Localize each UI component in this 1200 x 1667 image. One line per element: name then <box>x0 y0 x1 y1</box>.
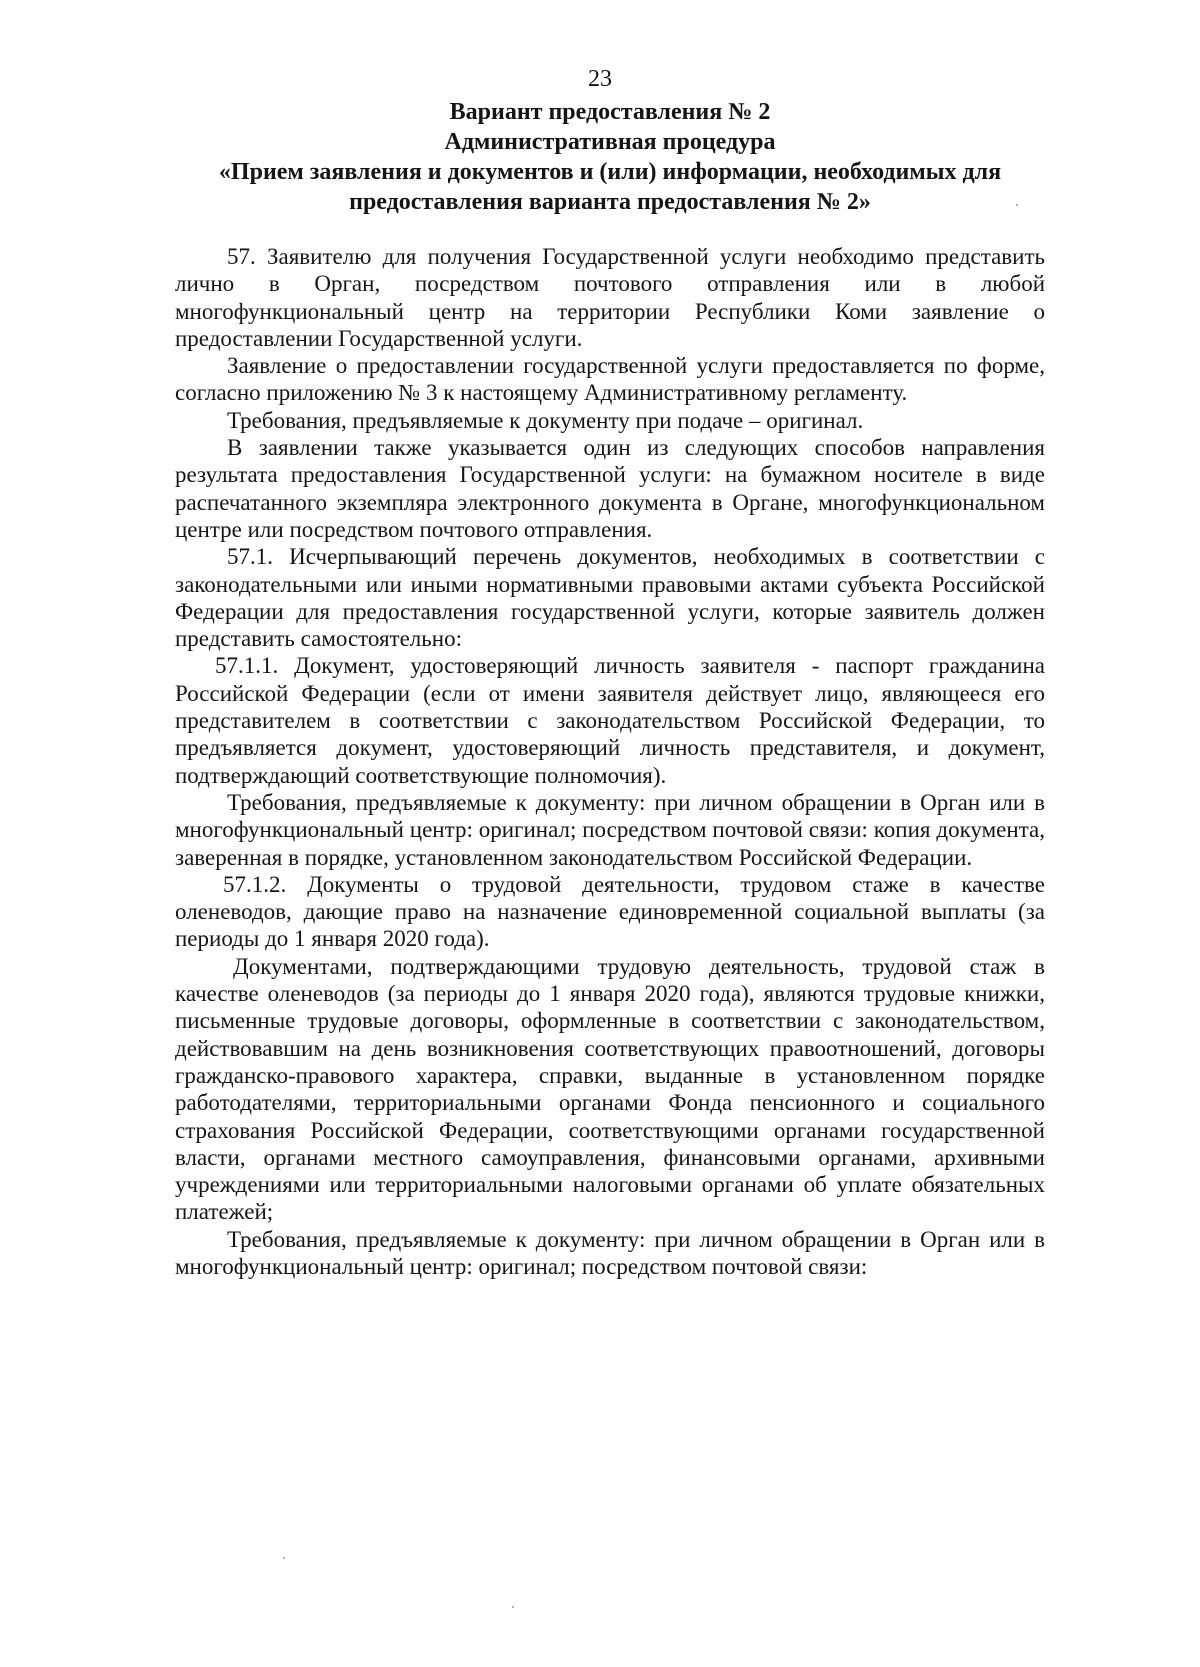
document-body <box>175 243 1045 1280</box>
heading-procedure-name-line-2: предоставления варианта предоставления № 2» <box>349 189 871 215</box>
heading-procedure-title: Административная процедура <box>444 129 776 155</box>
paragraph-identity-document-requirements: Требования, предъявляемые к документу: при личном обращении в Орган или в многофункциональный центр: оригинал; посредством почтовой связи: копия документа, заверенная в порядке, установленном законодательством Российской Федерации. <box>175 789 1045 870</box>
paragraph-57-1: 57.1. Исчерпывающий перечень документов, необходимых в соответствии с законодательными или иными нормативными правовыми актами субъекта Российской Федерации для предоставления государственной услуги, которые заявитель должен представить самостоятельно: <box>175 544 1045 652</box>
page-number: 23 <box>588 66 612 92</box>
heading-procedure-name-line-1: «Прием заявления и документов и (или) информации, необходимых для <box>218 159 1002 185</box>
scan-speck <box>1016 204 1018 206</box>
scan-speck <box>283 1557 285 1559</box>
paragraph-57-1-2: 57.1.2. Документы о трудовой деятельности, трудовом стаже в качестве оленеводов, дающие право на назначение единовременной социальной выплаты (за периоды до 1 января 2020 года). <box>175 871 1045 952</box>
heading-variant-title: Вариант предоставления № 2 <box>449 99 771 125</box>
scan-speck <box>512 1606 514 1608</box>
section-heading <box>175 97 1045 217</box>
paragraph-57-1-1: 57.1.1. Документ, удостоверяющий личность заявителя - паспорт гражданина Российской Федерации (если от имени заявителя действует лицо, являющееся его представителем в соответствии с законодательством Российской Федерации, то предъявляется документ, удостоверяющий личность представителя, и документ, подтверждающий соответствующие полномочия). <box>175 653 1045 788</box>
paragraph-labor-document-requirements: Требования, предъявляемые к документу: при личном обращении в Орган или в многофункциональный центр: оригинал; посредством почтовой связи: <box>175 1226 1045 1279</box>
paragraph-submission-requirements: Требования, предъявляемые к документу при подаче – оригинал. <box>227 407 864 433</box>
paragraph-57: 57. Заявителю для получения Государственной услуги необходимо представить лично в Орган, посредством почтового отправления или в любой многофункциональный центр на территории Республики Коми заявление о предоставлении Государственной услуги. <box>175 244 1045 351</box>
paragraph-application-form: Заявление о предоставлении государственной услуги предоставляется по форме, согласно приложению № 3 к настоящему Административному регламенту. <box>175 353 1045 406</box>
paragraph-labor-documents: Документами, подтверждающими трудовую деятельность, трудовой стаж в качестве оленеводов (за периоды до 1 января 2020 года), являются трудовые книжки, письменные трудовые договоры, оформленные в соответствии с законодательством, действовавшим на день возникновения соответствующих правоотношений, договоры гражданско-правового характера, справки, выданные в установленном порядке работодателями, территориальными органами Фонда пенсионного и социального страхования Российской Федерации, соответствующими органами государственной власти, органами местного самоуправления, финансовыми органами, архивными учреждениями или территориальными налоговыми органами об уплате обязательных платежей; <box>175 953 1045 1225</box>
paragraph-result-delivery-method: В заявлении также указывается один из следующих способов направления результата предоставления Государственной услуги: на бумажном носителе в виде распечатанного экземпляра электронного документа в Органе, многофункциональном центре или посредством почтового отправления. <box>175 435 1045 542</box>
